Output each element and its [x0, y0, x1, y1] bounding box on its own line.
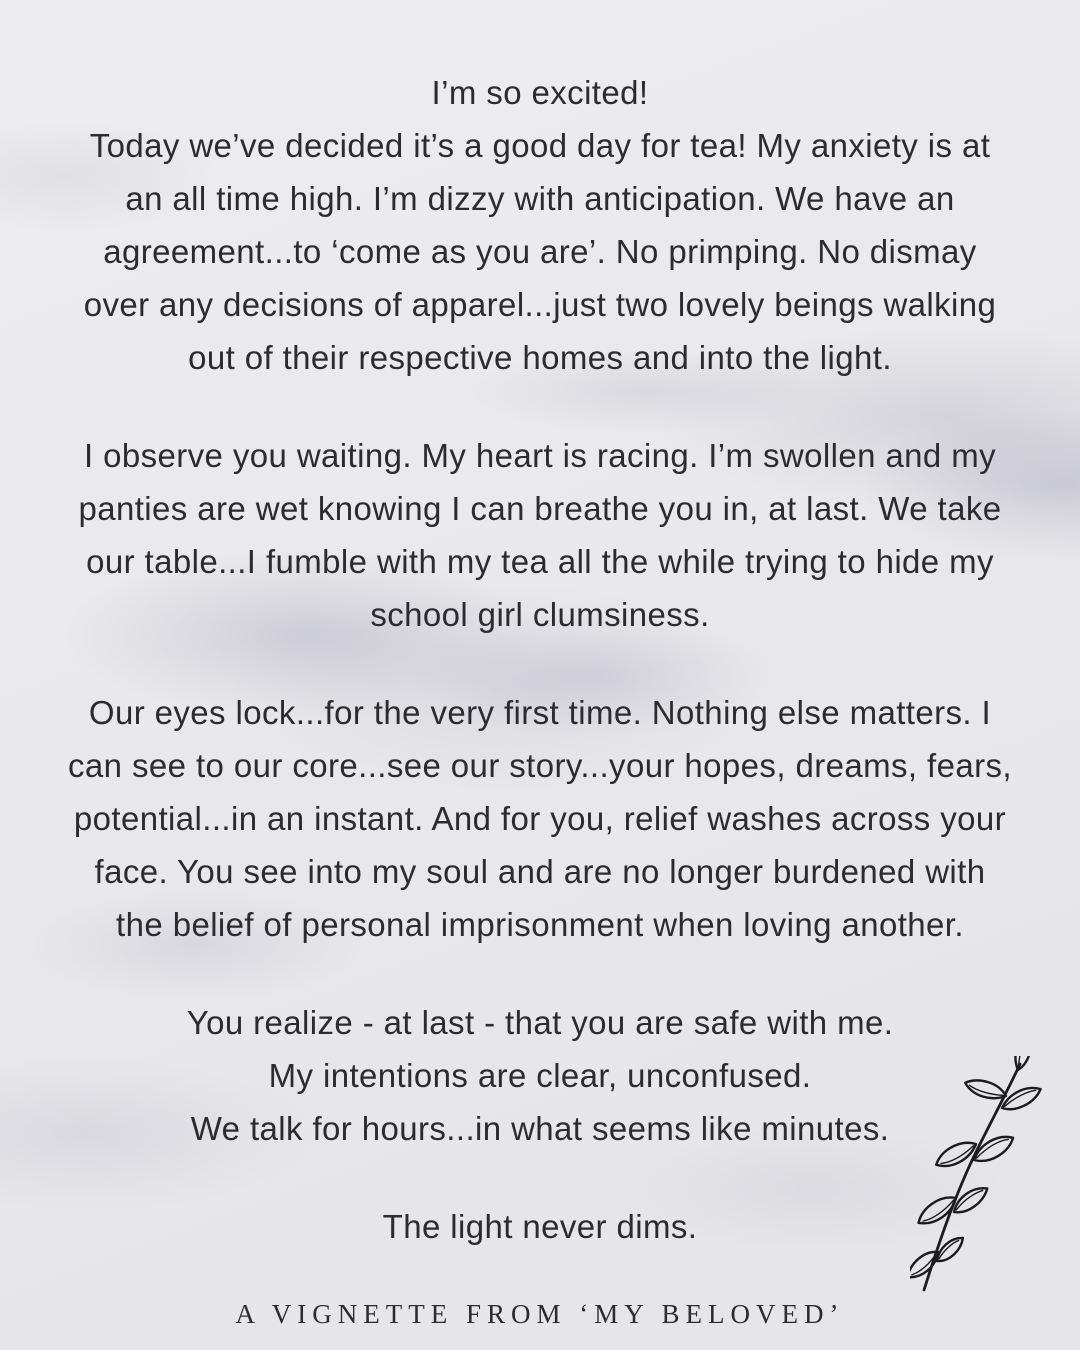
text-line: can see to our core...see our story...your hopes, dreams, fears,	[68, 747, 1012, 784]
closing-paragraph	[40, 1200, 1040, 1253]
paragraph	[40, 429, 1040, 641]
text-line: potential...in an instant. And for you, relief washes across your	[73, 800, 1007, 837]
text-line: an all time high. I’m dizzy with anticipation. We have an	[125, 180, 955, 217]
title-line: I’m so excited!	[431, 74, 649, 111]
text-line: Today we’ve decided it’s a good day for tea! My anxiety is at	[89, 127, 991, 164]
footer-caption: A VIGNETTE FROM ‘MY BELOVED’	[235, 1299, 845, 1329]
text-line: panties are wet knowing I can breathe you in, at last. We take	[78, 490, 1002, 527]
paragraph	[40, 996, 1040, 1155]
text-line: agreement...to ‘come as you are’. No primping. No dismay	[103, 233, 977, 270]
paragraph	[40, 119, 1040, 384]
text-line: My intentions are clear, unconfused.	[268, 1057, 812, 1094]
text-line: school girl clumsiness.	[370, 596, 710, 633]
text-line: We talk for hours...in what seems like minutes.	[190, 1110, 890, 1147]
paragraph	[40, 686, 1040, 951]
text-line: out of their respective homes and into the light.	[188, 339, 892, 376]
vignette-text-block	[40, 66, 1040, 1253]
text-line: over any decisions of apparel...just two lovely beings walking	[83, 286, 997, 323]
text-line: the belief of personal imprisonment when loving another.	[116, 906, 964, 943]
branch-icon	[910, 1056, 1042, 1292]
text-line: our table...I fumble with my tea all the while trying to hide my	[86, 543, 994, 580]
text-line: face. You see into my soul and are no longer burdened with	[94, 853, 986, 890]
text-line: I observe you waiting. My heart is racing. I’m swollen and my	[83, 437, 997, 474]
closing-line: The light never dims.	[382, 1208, 698, 1245]
text-line: You realize - at last - that you are safe with me.	[186, 1004, 894, 1041]
text-line: Our eyes lock...for the very first time. Nothing else matters. I	[88, 694, 992, 731]
